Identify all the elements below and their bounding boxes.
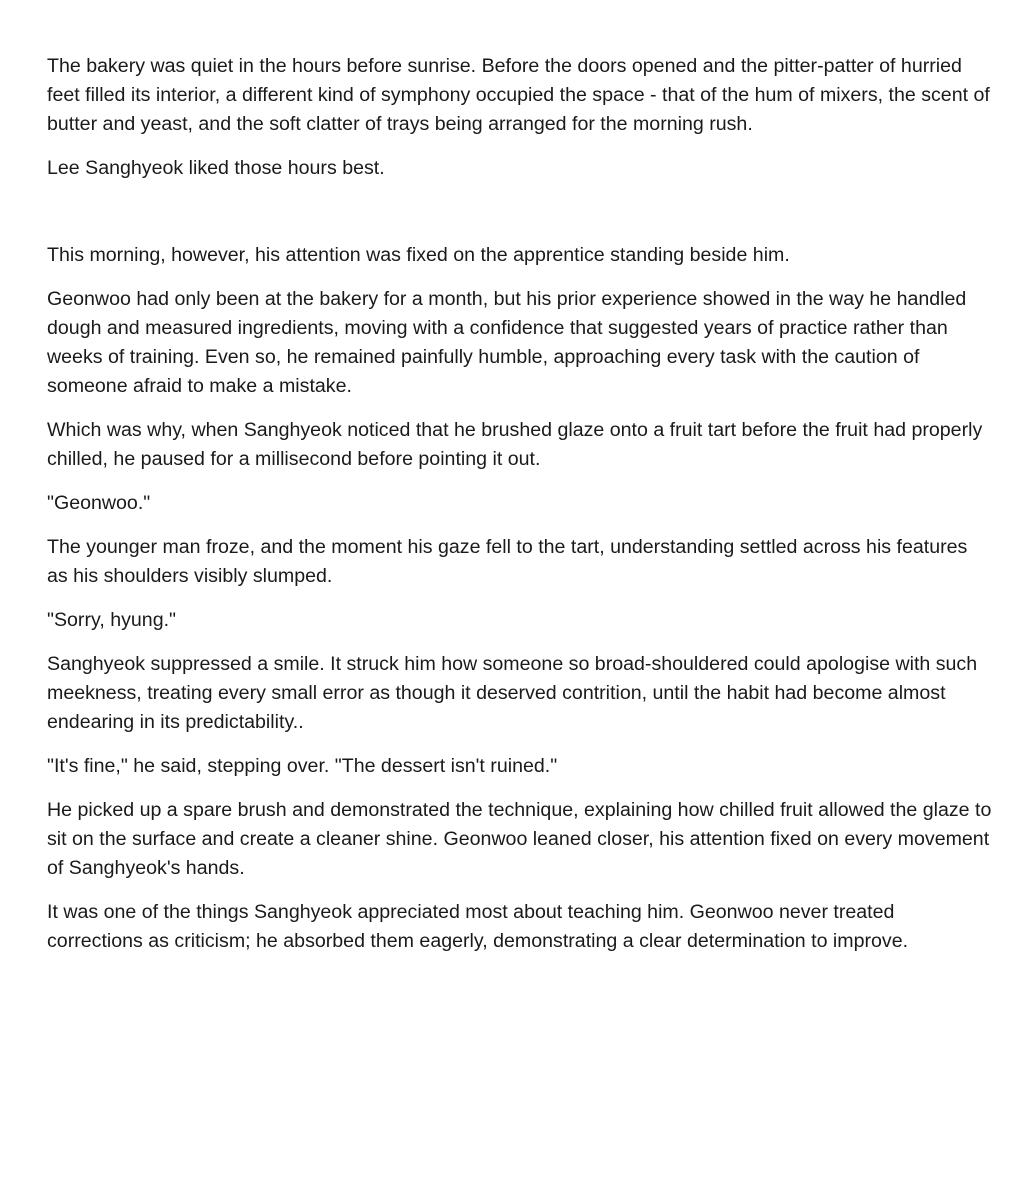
paragraph: "Sorry, hyung." xyxy=(47,609,176,631)
paragraph: Sanghyeok suppressed a smile. It struck him how someone so broad-shouldered could apologise with such meekness, treating every small error as though it deserved contrition, until the habit had become almost endearing in its predictability.. xyxy=(47,653,978,733)
document-body xyxy=(47,52,992,971)
paragraph: The bakery was quiet in the hours before sunrise. Before the doors opened and the pitter-patter of hurried feet filled its interior, a different kind of symphony occupied the space - that of the hum of mixers, the scent of butter and yeast, and the soft clatter of trays being arranged for the morning rush. xyxy=(47,55,990,135)
section-break xyxy=(47,198,992,241)
paragraph: The younger man froze, and the moment his gaze fell to the tart, understanding settled across his features as his shoulders visibly slumped. xyxy=(47,536,968,587)
paragraph: He picked up a spare brush and demonstrated the technique, explaining how chilled fruit allowed the glaze to sit on the surface and create a cleaner shine. Geonwoo leaned closer, his attention fixed on every movement of Sanghyeok's hands. xyxy=(47,799,992,879)
paragraph: Geonwoo had only been at the bakery for a month, but his prior experience showed in the way he handled dough and measured ingredients, moving with a confidence that suggested years of practice rather than weeks of training. Even so, he remained painfully humble, approaching every task with the caution of someone afraid to make a mistake. xyxy=(47,288,967,397)
paragraph: Which was why, when Sanghyeok noticed that he brushed glaze onto a fruit tart before the fruit had properly chilled, he paused for a millisecond before pointing it out. xyxy=(47,419,983,470)
paragraph: "Geonwoo." xyxy=(47,492,151,514)
paragraph: It was one of the things Sanghyeok appreciated most about teaching him. Geonwoo never treated corrections as criticism; he absorbed them eagerly, demonstrating a clear determination to improve. xyxy=(47,901,909,952)
paragraph: "It's fine," he said, stepping over. "The dessert isn't ruined." xyxy=(47,755,558,777)
paragraph: Lee Sanghyeok liked those hours best. xyxy=(47,157,385,179)
paragraph: This morning, however, his attention was fixed on the apprentice standing beside him. xyxy=(47,244,790,266)
